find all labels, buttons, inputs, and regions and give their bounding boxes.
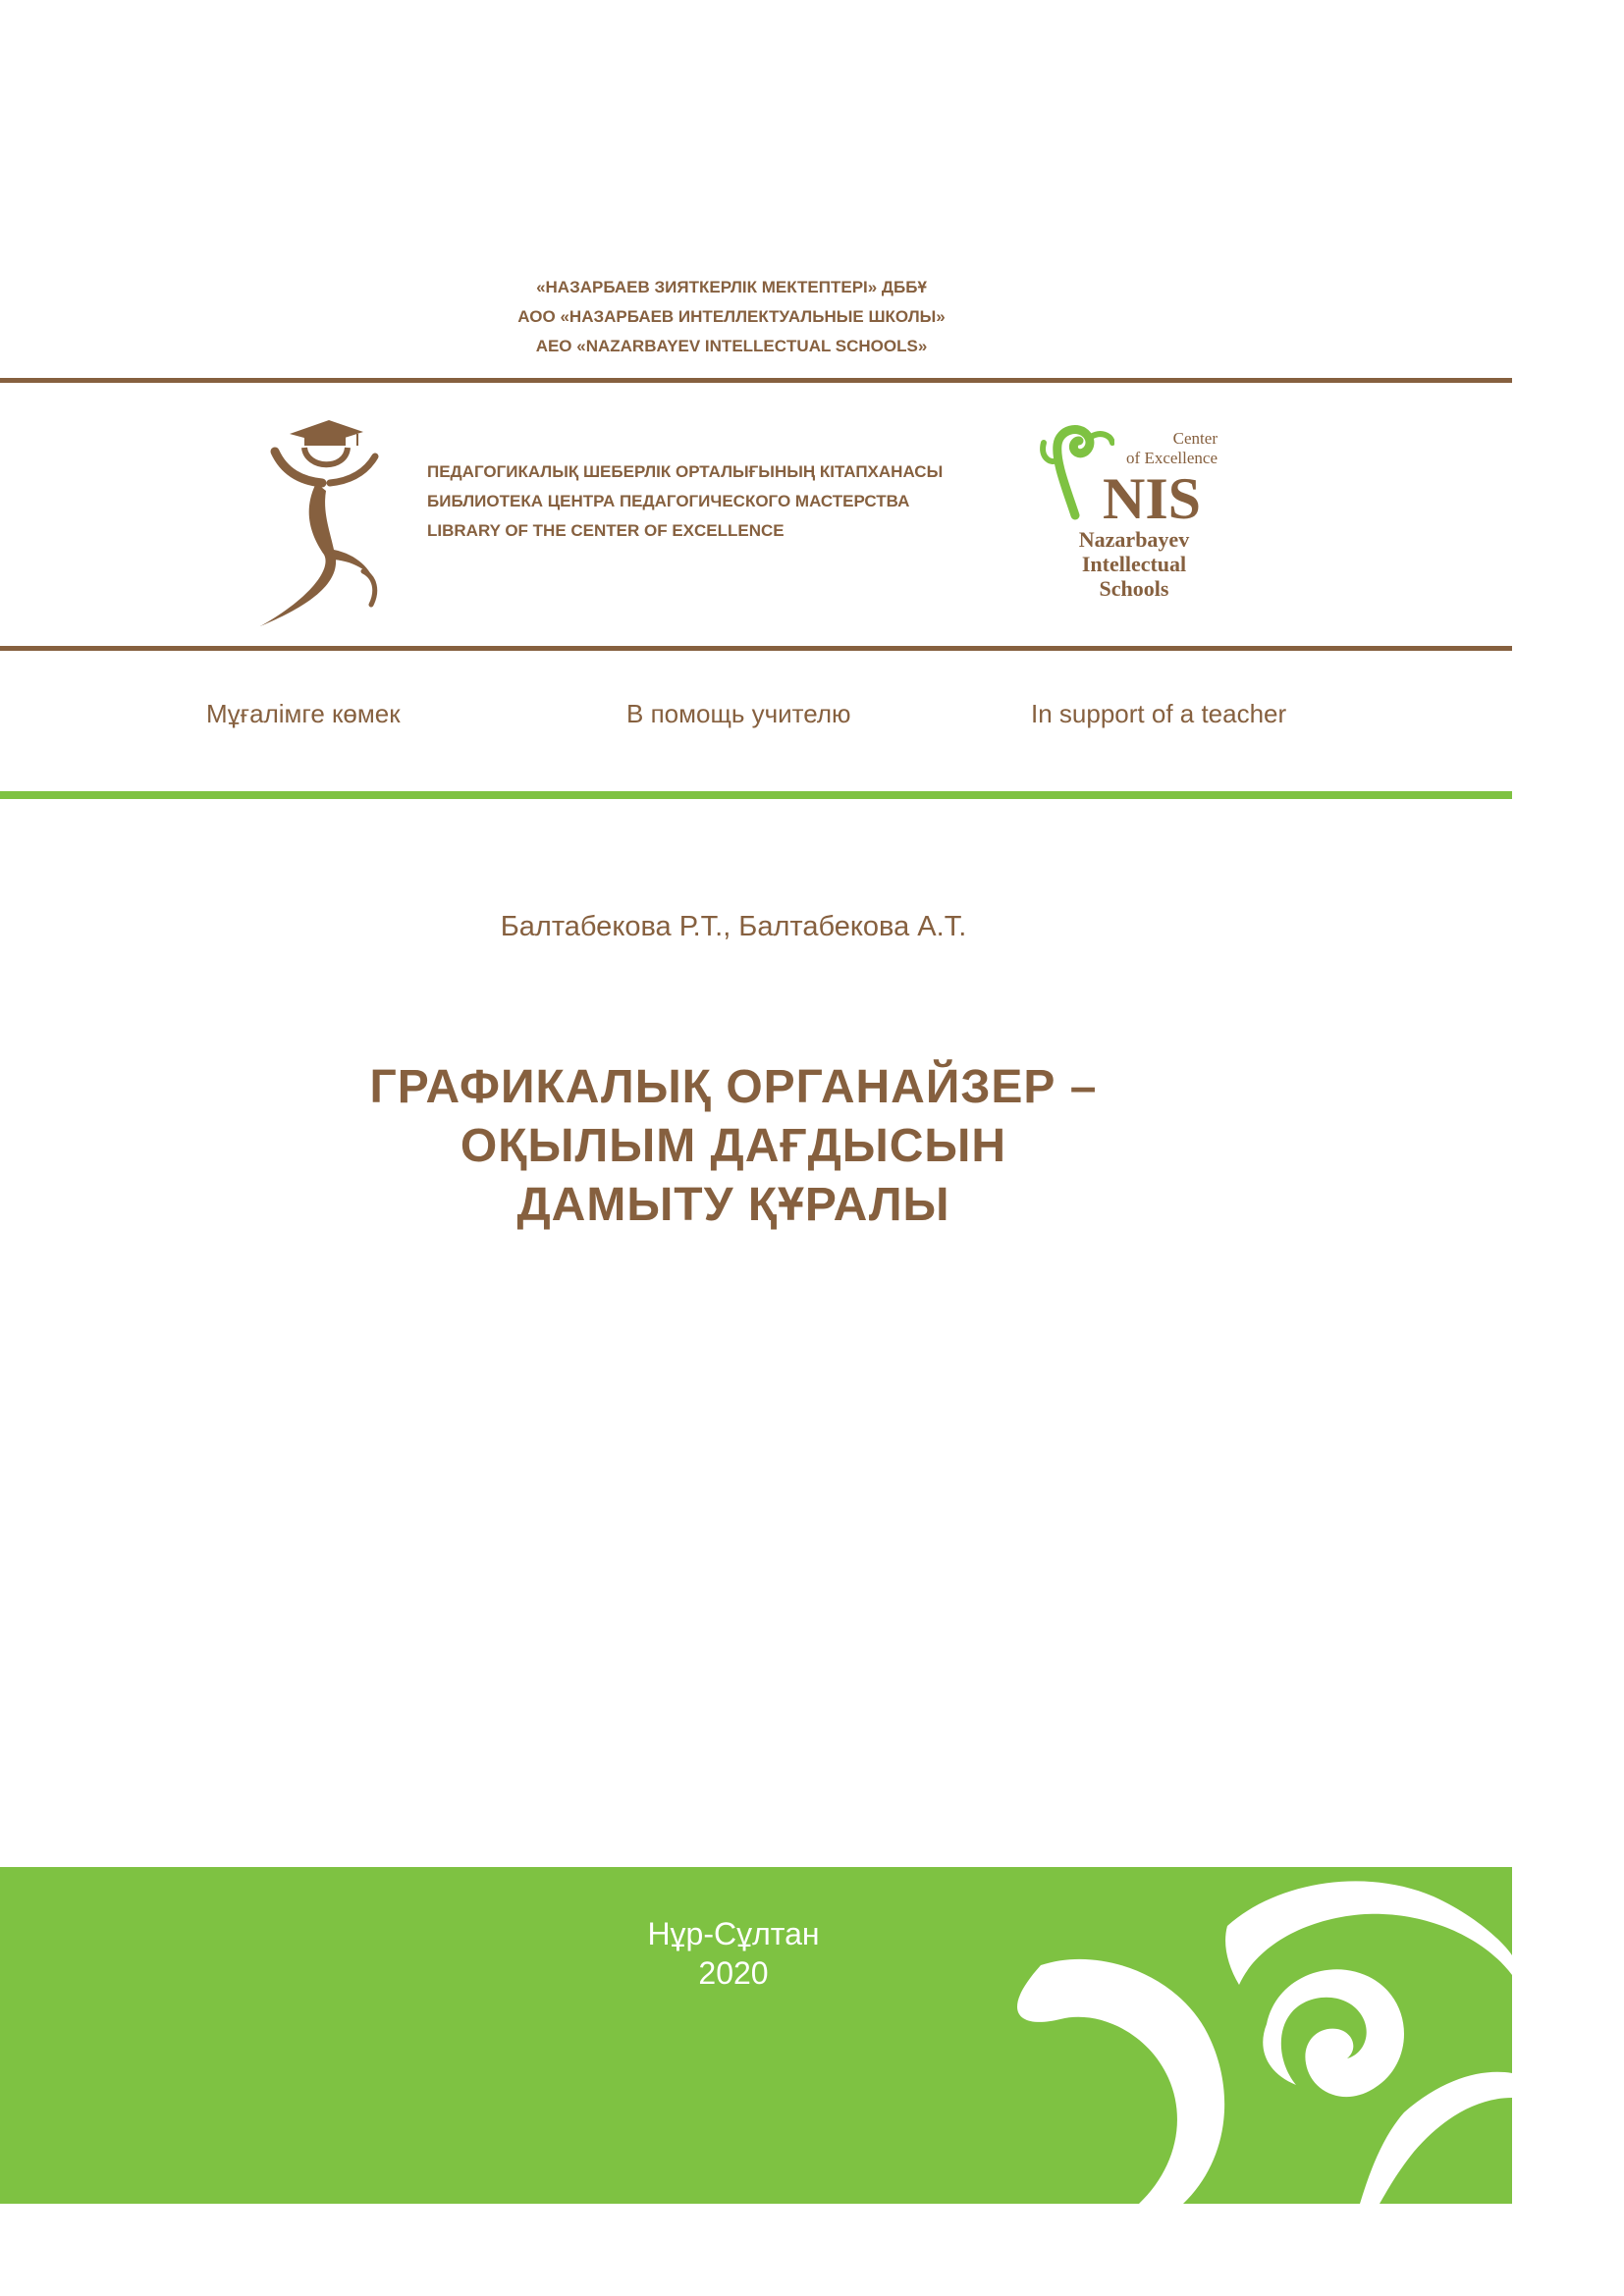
- nis-center-of-excellence: [1126, 429, 1218, 468]
- green-divider: [0, 791, 1512, 799]
- nis-abbreviation: NIS: [1103, 466, 1202, 531]
- authors: Балтабекова Р.Т., Балтабекова А.Т.: [500, 911, 967, 942]
- library-line-kz: ПЕДАГОГИКАЛЫҚ ШЕБЕРЛІК ОРТАЛЫҒЫНЫҢ КІТАПХАНАСЫ: [427, 462, 944, 481]
- top-divider: [0, 378, 1512, 383]
- nis-school-name: [1056, 527, 1213, 601]
- nis-excellence-line: of Excellence: [1126, 449, 1218, 467]
- footer-city: Нұр-Сұлтан: [647, 1916, 820, 1951]
- title-line-2: ОҚЫЛЫМ ДАҒДЫСЫН: [460, 1120, 1007, 1172]
- nis-logo: [1036, 417, 1232, 614]
- organization-line-kz: «НАЗАРБАЕВ ЗИЯТКЕРЛІК МЕКТЕПТЕРІ» ДББҰ: [536, 278, 927, 296]
- title-line-3: ДАМЫТУ ҚҰРАЛЫ: [516, 1179, 950, 1231]
- series-label-en: In support of a teacher: [1031, 699, 1287, 728]
- series-label-kz: Мұғалімге көмек: [206, 699, 401, 728]
- middle-divider: [0, 646, 1512, 651]
- book-title: [0, 1058, 1467, 1235]
- footer-year: 2020: [698, 1955, 769, 1991]
- graduate-person-logo-icon: [255, 412, 393, 633]
- library-line-en: LIBRARY OF THE CENTER OF EXCELLENCE: [427, 521, 785, 540]
- library-line-ru: БИБЛИОТЕКА ЦЕНТРА ПЕДАГОГИЧЕСКОГО МАСТЕРСТВА: [427, 492, 910, 510]
- nis-name-line-1: Nazarbayev: [1078, 527, 1190, 552]
- organization-line-en: AEO «NAZARBAYEV INTELLECTUAL SCHOOLS»: [535, 337, 928, 355]
- library-header: [427, 457, 943, 546]
- title-line-1: ГРАФИКАЛЫҚ ОРГАНАЙЗЕР –: [369, 1061, 1098, 1113]
- footer-imprint: [0, 1914, 1467, 1993]
- nis-center-line: Center: [1172, 429, 1218, 448]
- series-label-ru: В помощь учителю: [626, 699, 851, 728]
- organization-line-ru: АОО «НАЗАРБАЕВ ИНТЕЛЛЕКТУАЛЬНЫЕ ШКОЛЫ»: [517, 307, 946, 326]
- organization-header: [0, 273, 1463, 361]
- nis-name-line-3: Schools: [1099, 576, 1169, 601]
- nis-name-line-2: Intellectual: [1081, 552, 1187, 576]
